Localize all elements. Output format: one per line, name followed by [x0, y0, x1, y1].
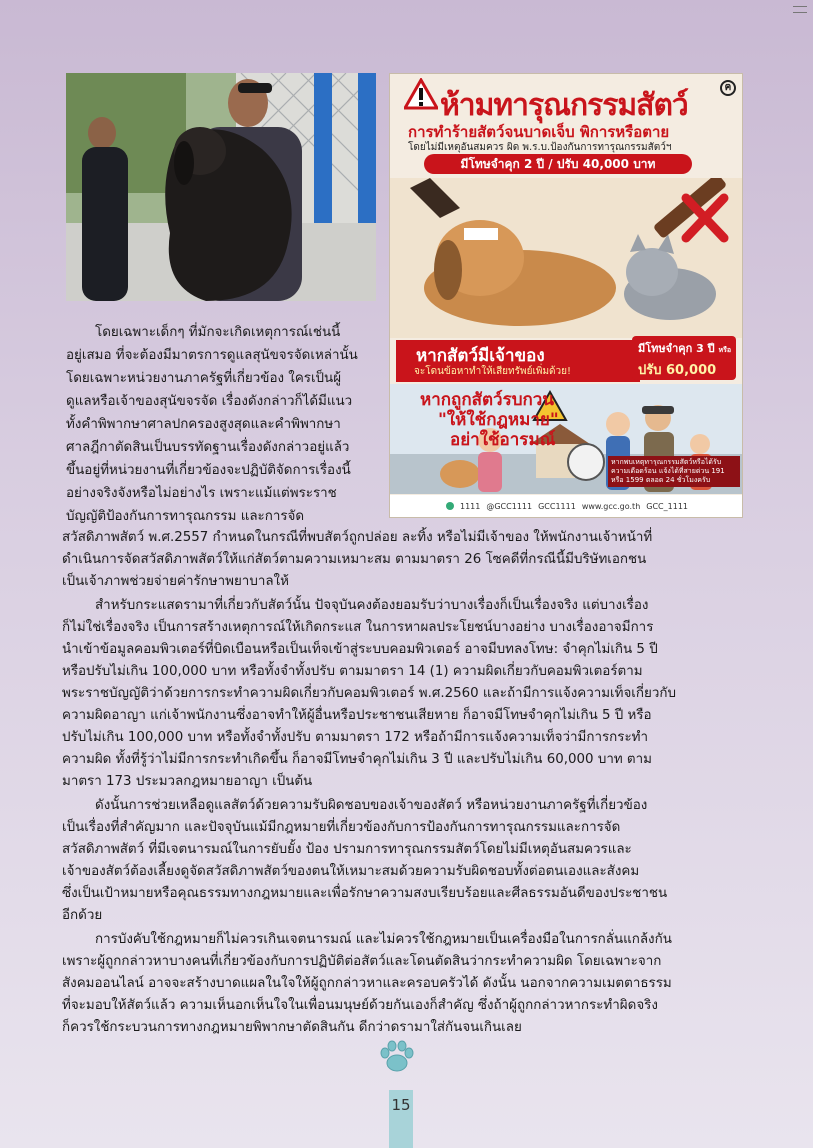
- animal-cruelty-poster: [389, 73, 743, 518]
- footer-web: www.gcc.go.th: [581, 501, 641, 511]
- poster-title-2: หากถูกสัตว์รบกวน: [420, 390, 554, 410]
- text-line: โดยเฉพาะเด็กๆ ที่มักจะเกิดเหตุการณ์เช่นนี้: [95, 325, 341, 340]
- poster-penalty-1: มีโทษจำคุก 2 ปี / ปรับ 40,000 บาท: [424, 154, 692, 174]
- penalty2-line2: ปรับ 60,000: [638, 363, 717, 378]
- penalty2-or: หรือ: [718, 346, 732, 354]
- text-line: อย่างจริงจังหรือไม่อย่างไร เพราะแม้แต่พระราช: [66, 486, 337, 501]
- text-line: ศาลฎีกาตัดสินเป็นบรรทัดฐานเรื่องดังกล่าวอยู่แล้ว: [66, 440, 350, 455]
- text-line: สำหรับกระแสดรามาที่เกี่ยวกับสัตว์นั้น ปัจจุบันคงต้องยอมรับว่าบางเรื่องก็เป็นเรื่องจริง แต่บางเรื่อง: [95, 598, 649, 613]
- text-line: เจ้าของสัตว์ต้องเลี้ยงดูจัดสวัสดิภาพสัตว์ของตนให้เหมาะสมด้วยความรับผิดชอบทั้งต่อตนเองและสังคม: [62, 864, 640, 879]
- phone-icon: [446, 502, 454, 510]
- injured-animals-illustration: [390, 178, 743, 338]
- poster-hotline: หากพบเหตุทารุณกรรมสัตว์หรือได้รับความเดือดร้อน แจ้งได้ที่สายด่วน 191 หรือ 1599 ตลอด 24 ชั่วโมงครับ: [608, 456, 740, 487]
- dog-rescue-photo: [66, 73, 376, 301]
- text-line: ปรับไม่เกิน 100,000 บาท หรือทั้งจำทั้งปรับ ตามมาตรา 172 หรือถ้ามีการแจ้งความเท็จว่ามีการกระทำ: [62, 730, 648, 745]
- text-line: ดูแลหรือเจ้าของสุนัขจรจัด เรื่องดังกล่าวก็ได้มีแนว: [66, 394, 353, 409]
- poster-title: ห้ามทารุณกรรมสัตว์: [440, 88, 688, 123]
- footer-phone: 1111: [460, 501, 481, 511]
- text-line: โดยเฉพาะหน่วยงานภาครัฐที่เกี่ยวข้อง ใครเป็นผู้: [66, 371, 342, 386]
- text-line: ขึ้นอยู่ที่หน่วยงานที่เกี่ยวข้องจะปฏิบัติจัดการเรื่องนี้: [66, 463, 351, 478]
- corner-crop-mark: [793, 4, 807, 14]
- page-number: 15: [391, 1096, 411, 1114]
- text-line: เป็นเจ้าภาพช่วยจ่ายค่ารักษาพยาบาลให้: [62, 574, 289, 589]
- owner-warning-title: หากสัตว์มีเจ้าของ: [416, 346, 545, 366]
- poster-title-3: "ให้ใช้กฎหมาย": [438, 410, 559, 430]
- text-line: อีกด้วย: [62, 908, 103, 923]
- poster-subtitle-note: โดยไม่มีเหตุอันสมควร ผิด พ.ร.บ.ป้องกันการทารุณกรรมสัตว์ฯ: [408, 142, 672, 153]
- text-line: ก็ไม่ใช่เรื่องจริง เป็นการสร้างเหตุการณ์ให้เกิดกระแส ในการหาผลประโยชน์บางอย่าง บางเรื่องอาจมีการ: [62, 620, 654, 635]
- footer-x: GCC_1111: [646, 501, 688, 511]
- text-line: พระราชบัญญัติว่าด้วยการกระทำความผิดเกี่ยวกับคอมพิวเตอร์ พ.ศ.2560 และถ้ามีการแจ้งความเท็จเกี่ยวกับ: [62, 686, 676, 701]
- text-line: การบังคับใช้กฎหมายก็ไม่ควรเกินเจตนารมณ์ และไม่ควรใช้กฎหมายเป็นเครื่องมือในการกลั่นแกล้งกัน: [95, 932, 672, 947]
- text-line: อยู่เสมอ ที่จะต้องมีมาตรการดูแลสุนัขจรจัดเหล่านั้น: [66, 348, 358, 363]
- text-line: สวัสดิภาพสัตว์ พ.ศ.2557 กำหนดในกรณีที่พบสัตว์ถูกปล่อย ละทิ้ง หรือไม่มีเจ้าของ ให้พนักงานเจ้าหน้าที่: [62, 530, 653, 545]
- penalty2-line1: มีโทษจำคุก 3 ปี: [638, 342, 715, 355]
- owner-warning-box: [396, 340, 640, 382]
- footer-facebook: GCC1111: [538, 501, 576, 511]
- text-line: ดำเนินการจัดสวัสดิภาพสัตว์ให้แก่สัตว์ตามความเหมาะสม ตามมาตรา 26 โซคดีที่กรณีนี้มีบริษัทเอกชน: [62, 552, 647, 567]
- poster-footer: [390, 495, 743, 517]
- text-line: ดังนั้นการช่วยเหลือดูแลสัตว์ด้วยความรับผิดชอบของเจ้าของสัตว์ หรือหน่วยงานภาครัฐที่เกี่ยวข้อง: [95, 798, 648, 813]
- poster-penalty-2: [632, 336, 736, 380]
- text-line: ความผิดอาญา แก่เจ้าพนักงานซึ่งอาจทำให้ผู้อื่นหรือประชาชนเสียหาย ก็อาจมีโทษจำคุกไม่เกิน 5 ปี หรือ: [62, 708, 652, 723]
- text-line: ซึ่งเป็นเป้าหมายหรือคุณธรรมทางกฎหมายและเพื่อรักษาความสงบเรียบร้อยและศีลธรรมอันดีของประชาชน: [62, 886, 668, 901]
- warning-icon: [404, 78, 438, 110]
- poster-circle-badge: ฅ: [720, 80, 736, 96]
- text-line: มาตรา 173 ประมวลกฎหมายอาญา เป็นต้น: [62, 774, 313, 789]
- paw-print-icon: [378, 1038, 416, 1074]
- text-line: บัญญัติป้องกันการทารุณกรรม และการจัด: [66, 509, 305, 524]
- footer-line: @GCC1111: [486, 501, 533, 511]
- text-line: สวัสดิภาพสัตว์ ที่มีเจตนารมณ์ในการยับยั้ง ป้อง ปรามการทารุณกรรมสัตว์โดยไม่มีเหตุอันสมควรและ: [62, 842, 632, 857]
- text-line: ทั้งคำพิพากษาศาลปกครองสูงสุดและคำพิพากษา: [66, 417, 341, 432]
- text-line: ความผิด ทั้งที่รู้ว่าไม่มีการกระทำเกิดขึ้น ก็อาจมีโทษจำคุกไม่เกิน 3 ปี และปรับไม่เกิน 60,000 บาท ตาม: [62, 752, 652, 767]
- text-line: ที่จะมอบให้สัตว์แล้ว ความเห็นอกเห็นใจในเพื่อนมนุษย์ด้วยกันเองก็สำคัญ ซึ่งถ้าผู้ถูกกล่าวหากระทำผิดจริง: [62, 998, 658, 1013]
- text-line: เพราะผู้ถูกกล่าวหาบางคนที่เกี่ยวข้องกับการปฏิบัติต่อสัตว์และโดนตัดสินว่ากระทำความผิด โดยเฉพาะจาก: [62, 954, 662, 969]
- text-line: เป็นเรื่องที่สำคัญมาก และปัจจุบันแม้มีกฎหมายที่เกี่ยวข้องกับการป้องกันการทารุณกรรมและการจัด: [62, 820, 621, 835]
- text-line: หรือปรับไม่เกิน 100,000 บาท หรือทั้งจำทั้งปรับ ตามมาตรา 14 (1) ความผิดเกี่ยวกับคอมพิวเตอร์ตาม: [62, 664, 643, 679]
- owner-warning-sub: จะโดนข้อหาทำให้เสียทรัพย์เพิ่มด้วย!: [414, 366, 572, 377]
- text-line: นำเข้าข้อมูลคอมพิวเตอร์ที่บิดเบือนหรือเป็นเท็จเข้าสู่ระบบคอมพิวเตอร์ อาจมีบทลงโทษ: จำคุกไม่เกิน 5 ปี: [62, 642, 658, 657]
- text-line: สังคมออนไลน์ อาจจะสร้างบาดแผลในใจให้ผู้ถูกกล่าวหาและครอบครัวได้ ดังนั้น นอกจากความเมตตาธรรม: [62, 976, 672, 991]
- poster-subtitle: การทำร้ายสัตว์จนบาดเจ็บ พิการหรือตาย: [408, 123, 670, 141]
- text-line: ก็ควรใช้กระบวนการทางกฎหมายพิพากษาตัดสินกัน ดีกว่าดรามาใส่กันจนเกินเลย: [62, 1020, 522, 1035]
- poster-title-4: อย่าใช้อารมณ์: [450, 430, 556, 450]
